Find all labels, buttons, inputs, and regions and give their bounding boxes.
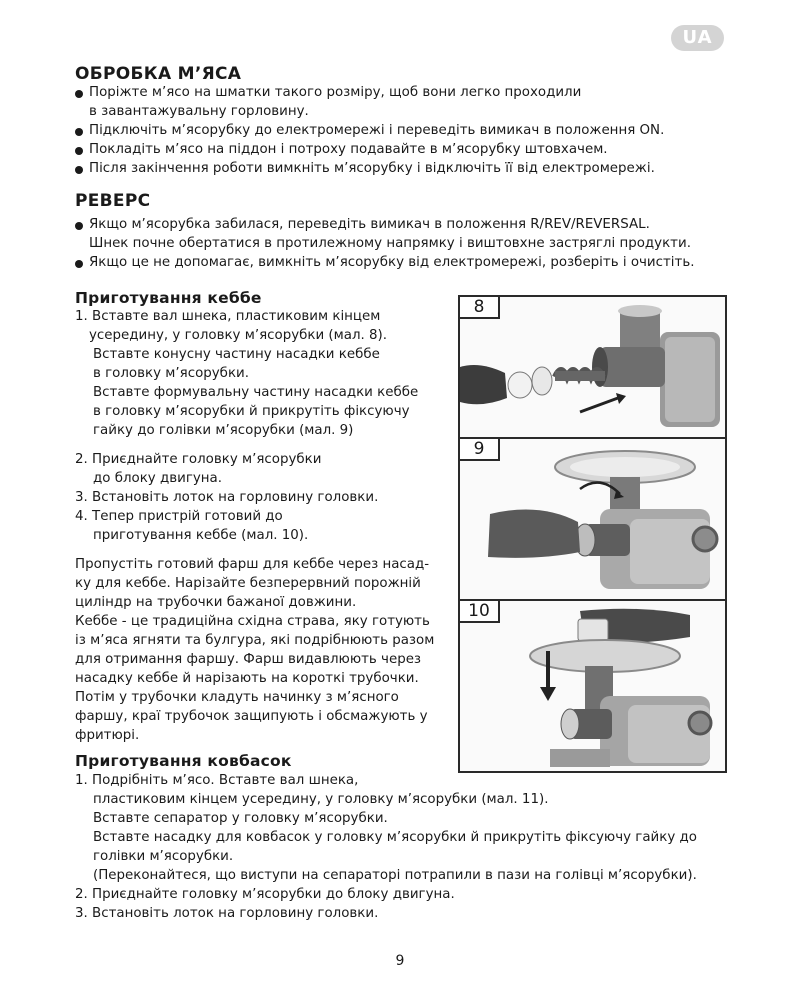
bullet-dot — [75, 128, 83, 136]
meat-grinder-tray-illustration — [460, 439, 725, 599]
bullet-text-cont: в завантажувальну горловину. — [89, 104, 309, 119]
step-line: 2. Приєднайте головку м’ясорубки — [75, 452, 322, 467]
page-number: 9 — [395, 953, 405, 969]
paragraph-line: Кеббе - це традиційна східна страва, яку готують — [75, 614, 430, 629]
paragraph-line: Пропустіть готовий фарш для кеббе через насад- — [75, 557, 430, 572]
figure-10 — [458, 599, 727, 773]
paragraph-line: фритюрі. — [75, 728, 140, 743]
step-line: приготування кеббе (мал. 10). — [93, 528, 309, 543]
step-line: усередину, у головку м’ясорубки (мал. 8). — [89, 328, 388, 343]
bullet-text: Покладіть м’ясо на піддон і потроху подавайте в м’ясорубку штовхачем. — [89, 142, 608, 157]
step-line: Вставте сепаратор у головку м’ясорубки. — [93, 811, 388, 826]
bullet-dot — [75, 222, 83, 230]
step-line: до блоку двигуна. — [93, 471, 223, 486]
bullet-text: Якщо це не допомагає, вимкніть м’ясорубку від електромережі, розберіть і очистіть. — [89, 255, 695, 270]
step-line: Вставте формувальну частину насадки кеббе — [93, 385, 419, 400]
figure-number: 10 — [460, 601, 500, 623]
step-line: гайку до голівки м’ясорубки (мал. 9) — [93, 423, 354, 438]
bullet-text: Поріжте м’ясо на шматки такого розміру, щоб вони легко проходили — [89, 85, 582, 100]
step-line: голівки м’ясорубки. — [93, 849, 234, 864]
figure-number: 9 — [460, 439, 500, 461]
paragraph-line: фаршу, краї трубочок защипують і обсмажують у — [75, 709, 428, 724]
bullet-dot — [75, 260, 83, 268]
step-line: 2. Приєднайте головку м’ясорубки до блоку двигуна. — [75, 887, 455, 902]
bullet-text: Підключіть м’ясорубку до електромережі і переведіть вимикач в положення ON. — [89, 123, 665, 138]
bullet-dot — [75, 147, 83, 155]
meat-grinder-kebbe-illustration — [460, 601, 725, 771]
paragraph-line: Потім у трубочки кладуть начинку з м’ясного — [75, 690, 399, 705]
step-line: 3. Встановіть лоток на горловину головки. — [75, 490, 379, 505]
step-line: (Переконайтеся, що виступи на сепараторі потрапили в пази на голівці м’ясорубки). — [93, 868, 697, 883]
bullet-text-cont: Шнек почне обертатися в протилежному напрямку і виштовхне застряглі продукти. — [89, 236, 691, 251]
step-line: в головку м’ясорубки й прикрутіть фіксуючу — [93, 404, 410, 419]
step-line: 1. Вставте вал шнека, пластиковим кінцем — [75, 309, 381, 324]
paragraph-line: ку для кеббе. Нарізайте безперервний порожній — [75, 576, 421, 591]
figure-number: 8 — [460, 297, 500, 319]
step-line: Вставте конусну частину насадки кеббе — [93, 347, 380, 362]
step-line: 3. Встановіть лоток на горловину головки. — [75, 906, 379, 921]
section-title-reverse: РЕВЕРС — [75, 191, 151, 211]
figure-9 — [458, 437, 727, 601]
step-line: 4. Тепер пристрій готовий до — [75, 509, 283, 524]
bullet-text: Якщо м’ясорубка забилася, переведіть вимикач в положення R/REV/REVERSAL. — [89, 217, 650, 232]
bullet-text: Після закінчення роботи вимкніть м’ясорубку і відключіть її від електромережі. — [89, 161, 655, 176]
section-title-meat-processing: ОБРОБКА М’ЯСА — [75, 64, 242, 84]
step-line: пластиковим кінцем усередину, у головку м’ясорубки (мал. 11). — [93, 792, 549, 807]
bullet-dot — [75, 90, 83, 98]
subsection-title-kebbe: Приготування кеббе — [75, 289, 262, 307]
step-line: Вставте насадку для ковбасок у головку м’ясорубки й прикрутіть фіксуючу гайку до — [93, 830, 697, 845]
step-line: 1. Подрібніть м’ясо. Вставте вал шнека, — [75, 773, 359, 788]
paragraph-line: циліндр на трубочки бажаної довжини. — [75, 595, 357, 610]
figure-8 — [458, 295, 727, 439]
subsection-title-sausage: Приготування ковбасок — [75, 752, 292, 770]
paragraph-line: із м’яса ягняти та булгура, які подрібнюють разом — [75, 633, 435, 648]
step-line: в головку м’ясорубки. — [93, 366, 249, 381]
language-badge: UA — [671, 25, 724, 51]
bullet-dot — [75, 166, 83, 174]
paragraph-line: для отримання фаршу. Фарш видавлюють через — [75, 652, 422, 667]
paragraph-line: насадку кеббе й нарізають на короткі трубочки. — [75, 671, 419, 686]
